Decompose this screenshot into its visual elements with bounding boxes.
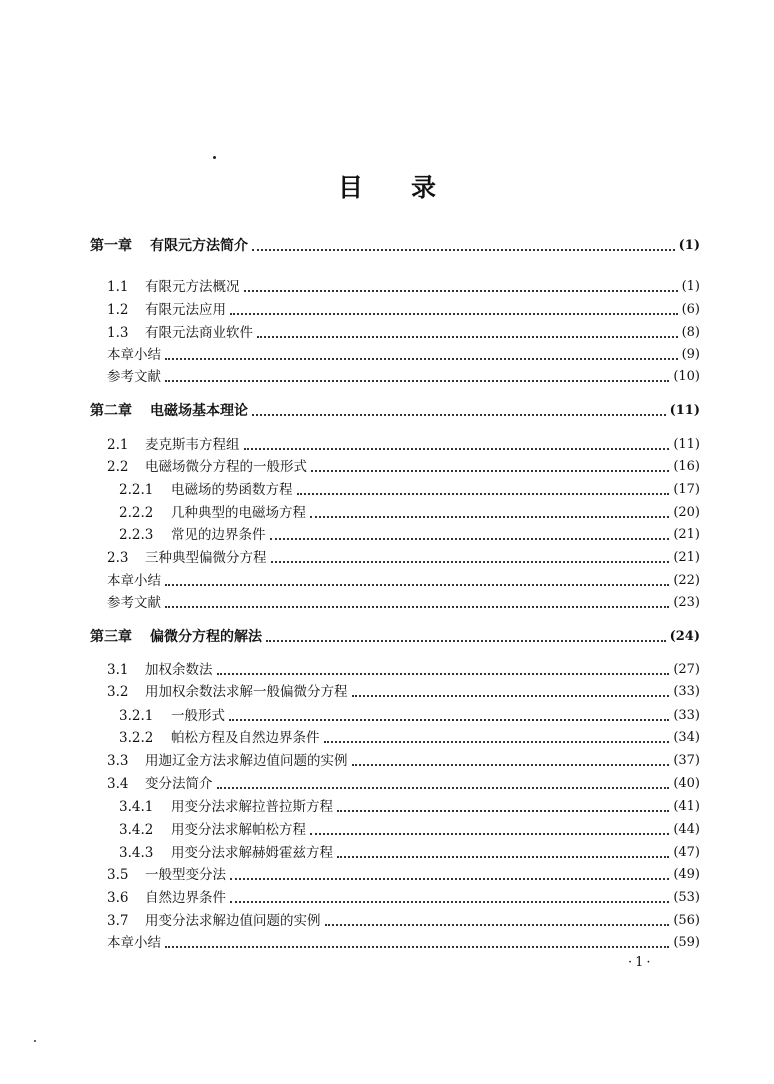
toc-entry-row[interactable] <box>107 432 700 454</box>
dot-leader <box>271 561 670 563</box>
toc-entry-row[interactable] <box>119 477 700 499</box>
toc-entry-row[interactable] <box>119 522 700 544</box>
dot-leader <box>337 810 669 812</box>
toc-entry-title: 用变分法求解赫姆霍兹方程 <box>171 845 333 861</box>
toc-entry-title: 用变分法求解拉普拉斯方程 <box>171 799 333 815</box>
dot-leader <box>165 946 669 948</box>
dot-leader <box>310 833 669 835</box>
toc-entry-page: (8) <box>681 325 700 340</box>
toc-entry-page: (33) <box>673 708 700 723</box>
toc-entry-number: 3.5 <box>107 867 129 883</box>
toc-entry-page: (21) <box>673 527 700 542</box>
toc-entry-row[interactable] <box>107 862 700 884</box>
toc-entry-number: 2.1 <box>107 437 129 453</box>
dot-leader <box>337 856 669 858</box>
dot-leader <box>230 313 678 315</box>
toc-entry-title: 用加权余数法求解一般偏微分方程 <box>145 684 348 700</box>
toc-entry-page: (56) <box>673 913 700 928</box>
toc-entry-title: 有限元方法概况 <box>145 279 240 295</box>
toc-entry-number: 2.2.2 <box>119 505 154 521</box>
toc-entry-number: 2.2 <box>107 459 129 475</box>
toc-entry-title: 麦克斯韦方程组 <box>145 437 240 453</box>
toc-entry-number: 3.4.1 <box>119 799 154 815</box>
dot-leader <box>352 695 670 697</box>
toc-entry-page: (23) <box>673 595 700 610</box>
page-number: ·1· <box>628 955 654 970</box>
dot-leader <box>230 901 669 903</box>
toc-entry-row[interactable] <box>107 930 700 952</box>
dot-leader <box>311 470 669 472</box>
toc-entry-page: (33) <box>673 684 700 699</box>
toc-entry-page: (44) <box>673 822 700 837</box>
toc-entry-row[interactable] <box>107 590 700 612</box>
dot-leader <box>352 764 670 766</box>
toc-entry-page: (47) <box>673 845 700 860</box>
toc-entry-page: (24) <box>669 629 700 644</box>
toc-entry-number: 1.2 <box>107 302 129 318</box>
dot-leader <box>217 673 670 675</box>
toc-entry-number: 3.2.2 <box>119 730 154 746</box>
toc-entry-title: 本章小结 <box>107 573 161 589</box>
dot-leader <box>165 606 669 608</box>
toc-entry-number: 3.4.3 <box>119 845 154 861</box>
toc-entry-row[interactable] <box>107 342 700 364</box>
toc-entry-number: 3.1 <box>107 662 129 678</box>
dot-leader <box>165 380 669 382</box>
toc-entry-title: 有限元法应用 <box>145 302 226 318</box>
toc-entry-title: 一般型变分法 <box>145 867 226 883</box>
dot-leader <box>266 640 666 642</box>
toc-entry-title: 本章小结 <box>107 347 161 363</box>
dot-leader <box>270 538 670 540</box>
dot-leader <box>252 414 666 416</box>
toc-entry-number: 2.2.1 <box>119 482 154 498</box>
dot-leader <box>230 878 669 880</box>
toc-entry-row[interactable] <box>107 320 700 342</box>
toc-entry-title: 参考文献 <box>107 595 161 611</box>
toc-entry-page: (41) <box>673 799 700 814</box>
dot-leader <box>217 787 670 789</box>
toc-entry-row[interactable] <box>107 771 700 793</box>
toc-entry-page: (17) <box>673 482 700 497</box>
toc-entry-page: (27) <box>673 662 700 677</box>
toc-entry-number: 第一章 <box>90 238 132 254</box>
toc-entry-page: (37) <box>673 753 700 768</box>
toc-entry-number: 3.7 <box>107 913 129 929</box>
toc-entry-page: (34) <box>673 730 700 745</box>
toc-entry-title: 加权余数法 <box>145 662 213 678</box>
toc-entry-number: 3.2 <box>107 684 129 700</box>
toc-entry-title: 用迦辽金方法求解边值问题的实例 <box>145 753 348 769</box>
toc-entry-number: 3.4.2 <box>119 822 154 838</box>
toc-entry-page: (59) <box>673 935 700 950</box>
toc-entry-row[interactable] <box>107 454 700 476</box>
toc-entry-title: 自然边界条件 <box>145 890 226 906</box>
toc-entry-page: (1) <box>678 238 700 253</box>
toc-entry-page: (49) <box>673 867 700 882</box>
toc-entry-row[interactable] <box>107 364 700 386</box>
toc-entry-title: 变分法简介 <box>145 776 213 792</box>
toc-entry-title: 用变分法求解边值问题的实例 <box>145 913 321 929</box>
toc-entry-title: 三种典型偏微分方程 <box>145 550 267 566</box>
toc-entry-page: (1) <box>681 279 700 294</box>
toc-entry-title: 常见的边界条件 <box>171 527 266 543</box>
toc-entry-title: 帕松方程及自然边界条件 <box>171 730 320 746</box>
page-title: 目录 <box>337 173 484 202</box>
toc-entry-number: 2.2.3 <box>119 527 154 543</box>
toc-entry-row[interactable] <box>107 274 700 296</box>
toc-entry-number: 3.6 <box>107 890 129 906</box>
dot-leader <box>244 448 670 450</box>
toc-entry-row[interactable] <box>107 568 700 590</box>
toc-entry-row[interactable] <box>107 679 700 701</box>
toc-entry-row[interactable] <box>119 725 700 747</box>
toc-entry-number: 3.4 <box>107 776 129 792</box>
toc-entry-row[interactable] <box>107 657 700 679</box>
toc-entry-row[interactable] <box>107 885 700 907</box>
toc-entry-row[interactable] <box>107 545 700 567</box>
toc-entry-page: (9) <box>681 347 700 362</box>
toc-entry-number: 1.1 <box>107 279 129 295</box>
toc-entry-number: 3.3 <box>107 753 129 769</box>
dot-leader <box>244 290 678 292</box>
toc-entry-number: 3.2.1 <box>119 708 154 724</box>
toc-entry-page: (16) <box>673 459 700 474</box>
toc-entry-row[interactable] <box>107 297 700 319</box>
toc-entry-title: 一般形式 <box>171 708 225 724</box>
dot-leader <box>324 741 670 743</box>
toc-entry-page: (11) <box>673 437 700 452</box>
toc-entry-row[interactable] <box>119 817 700 839</box>
toc-chapter-row[interactable] <box>90 398 700 420</box>
toc-entry-title: 有限元方法简介 <box>150 238 248 254</box>
toc-entry-page: (22) <box>673 573 700 588</box>
stray-speck <box>34 1040 36 1042</box>
toc-entry-page: (53) <box>673 890 700 905</box>
toc-entry-row[interactable] <box>119 840 700 862</box>
toc-entry-title: 几种典型的电磁场方程 <box>171 505 306 521</box>
toc-entry-page: (40) <box>673 776 700 791</box>
toc-entry-row[interactable] <box>107 908 700 930</box>
toc-entry-page: (20) <box>673 505 700 520</box>
dot-leader <box>252 249 675 251</box>
toc-entry-number: 2.3 <box>107 550 129 566</box>
toc-entry-title: 电磁场微分方程的一般形式 <box>145 459 307 475</box>
toc-entry-title: 有限元法商业软件 <box>145 325 253 341</box>
toc-entry-number: 第三章 <box>90 629 132 645</box>
dot-leader <box>165 584 669 586</box>
toc-entry-title: 用变分法求解帕松方程 <box>171 822 306 838</box>
toc-entry-title: 参考文献 <box>107 369 161 385</box>
dot-leader <box>310 516 669 518</box>
toc-entry-row[interactable] <box>119 500 700 522</box>
toc-entry-page: (6) <box>681 302 700 317</box>
toc-entry-row[interactable] <box>107 748 700 770</box>
dot-leader <box>229 719 669 721</box>
toc-entry-title: 电磁场基本理论 <box>150 403 248 419</box>
toc-entry-title: 本章小结 <box>107 935 161 951</box>
dot-leader <box>325 924 670 926</box>
toc-entry-page: (10) <box>673 369 700 384</box>
toc-entry-page: (21) <box>673 550 700 565</box>
toc-entry-row[interactable] <box>119 703 700 725</box>
dot-leader <box>297 493 670 495</box>
toc-entry-page: (11) <box>669 403 700 418</box>
toc-entry-number: 第二章 <box>90 403 132 419</box>
dot-leader <box>257 336 678 338</box>
toc-entry-row[interactable] <box>119 794 700 816</box>
toc-chapter-row[interactable] <box>90 233 700 255</box>
toc-entry-title: 电磁场的势函数方程 <box>171 482 293 498</box>
dot-leader <box>165 358 678 360</box>
toc-entry-number: 1.3 <box>107 325 129 341</box>
toc-entry-title: 偏微分方程的解法 <box>150 629 262 645</box>
toc-chapter-row[interactable] <box>90 624 700 646</box>
